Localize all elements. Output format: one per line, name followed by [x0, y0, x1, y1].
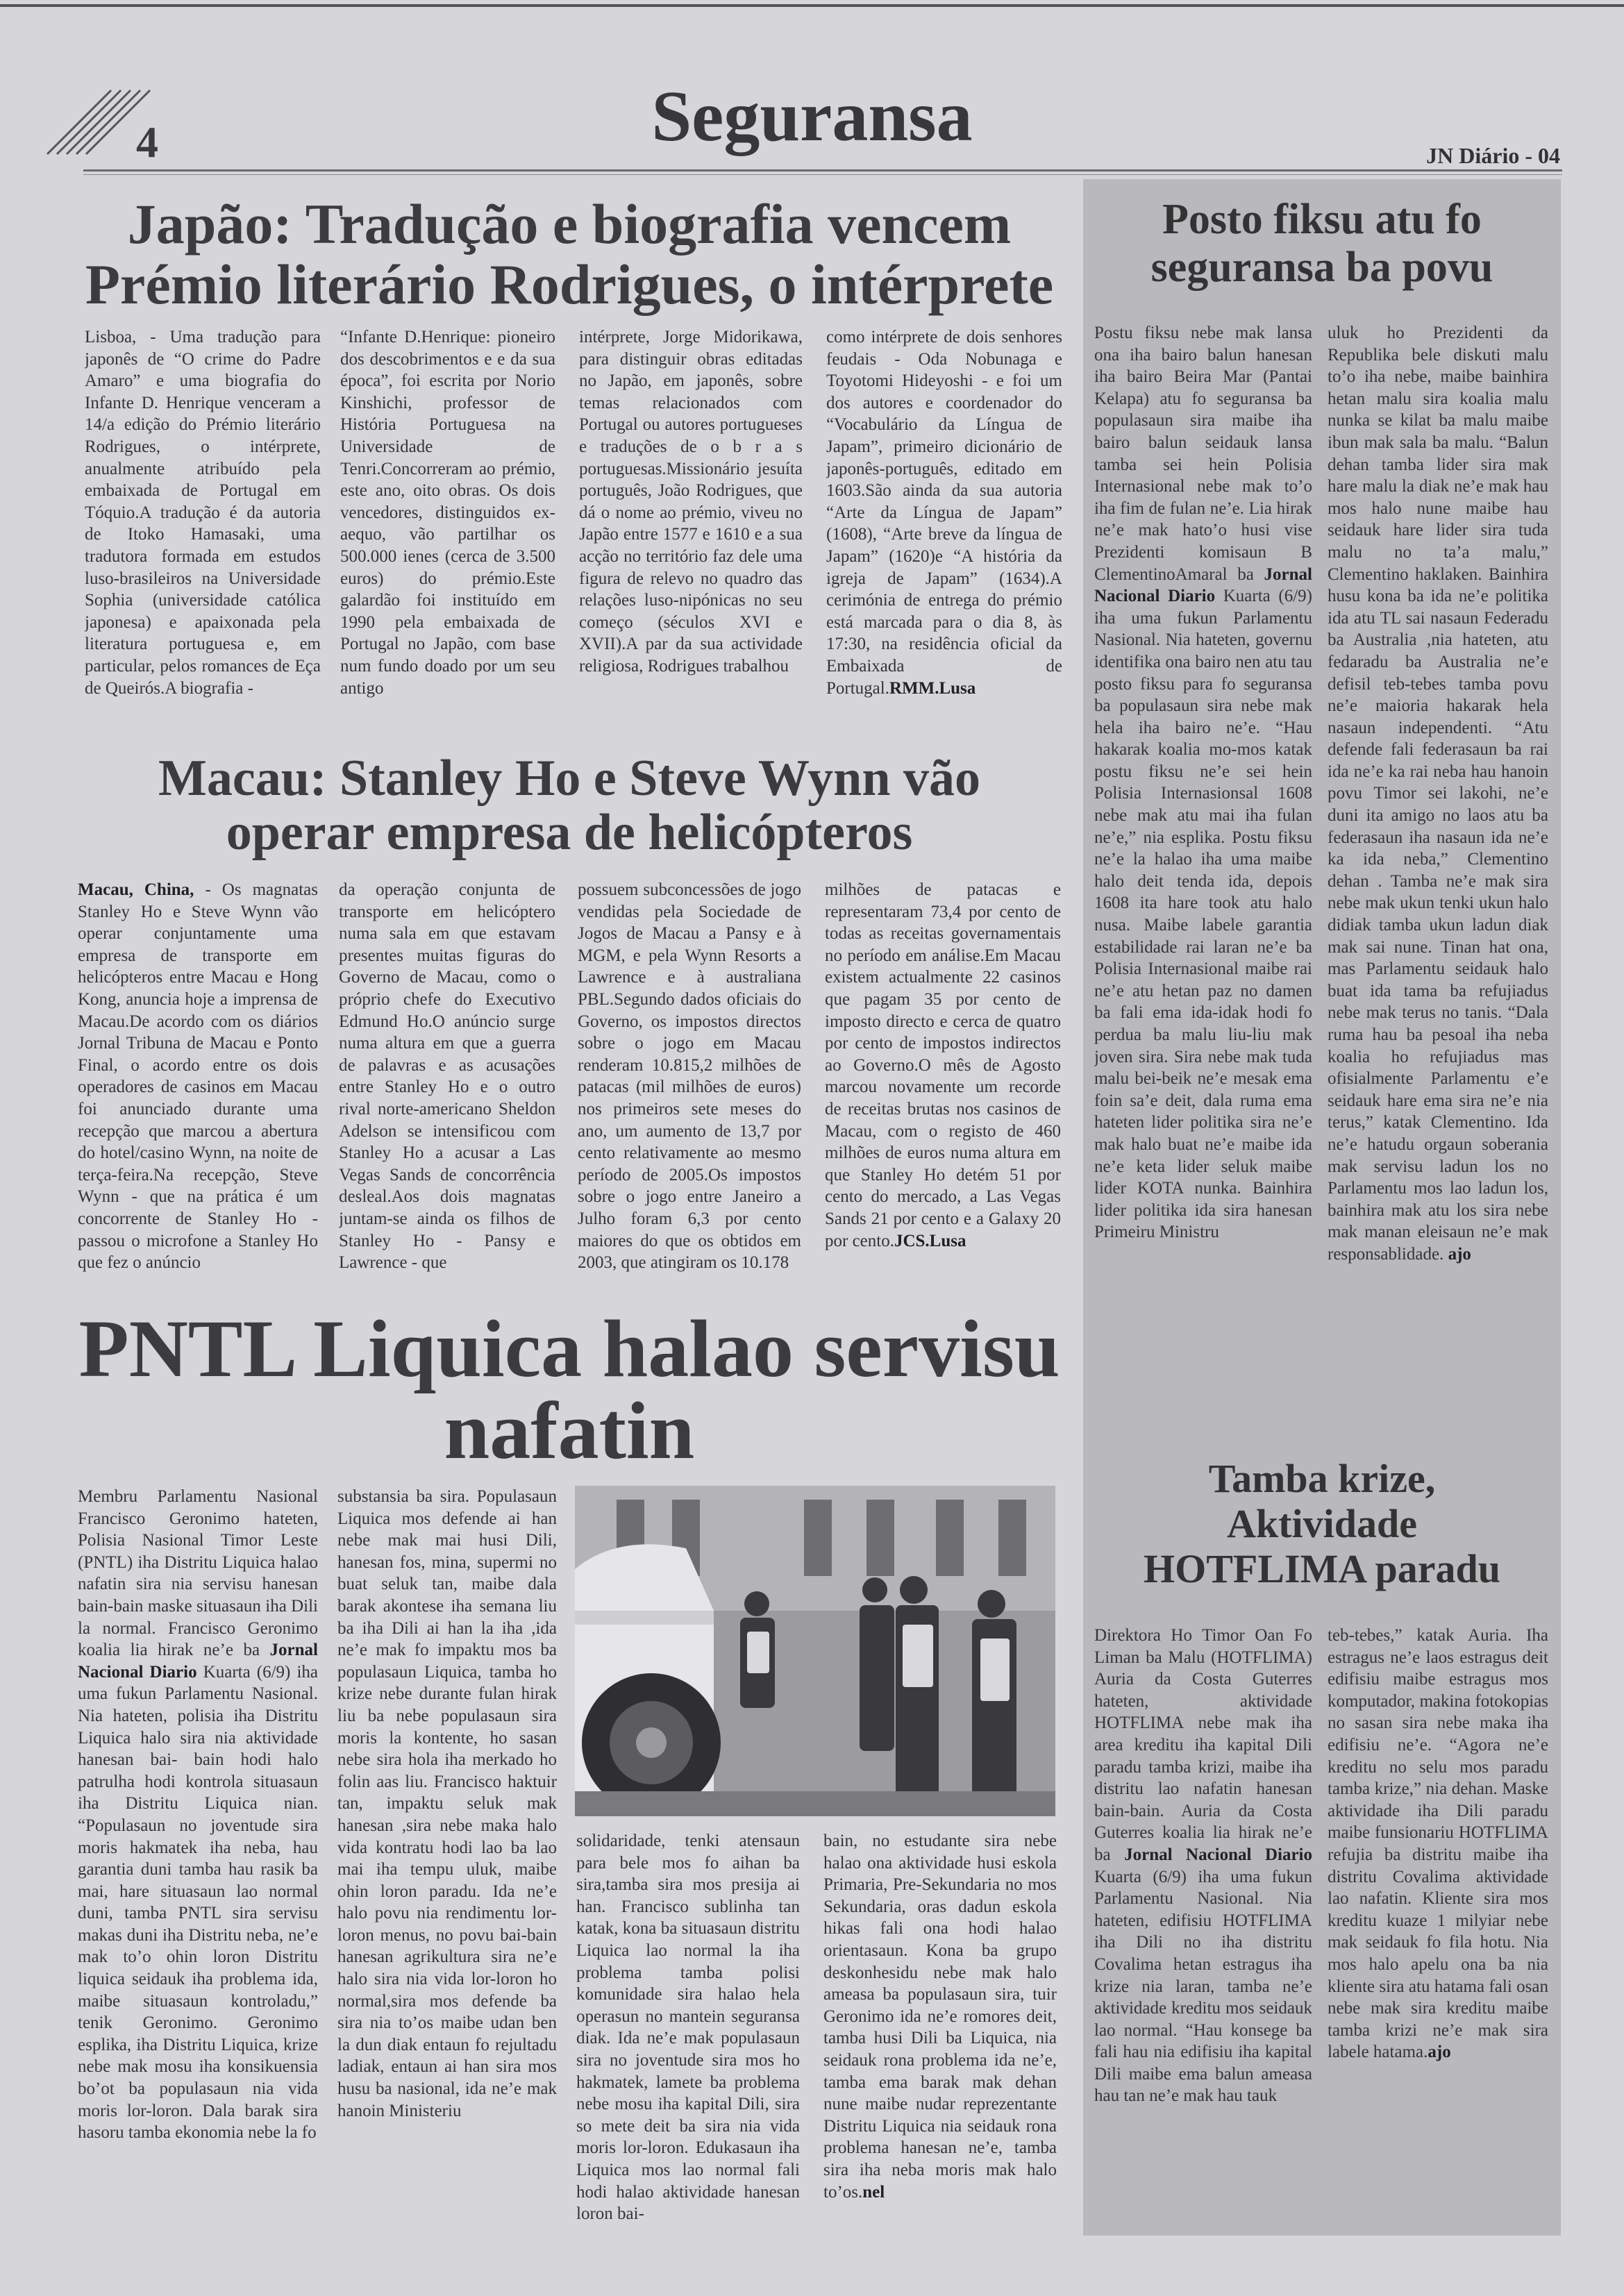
posto-col-2-text [1328, 322, 1548, 1266]
pntl-col-3-text: solidaridade, tenki atensaun para bele mos fo aihan ba sira,tamba sira mos presija ai han. Francisco sublinha tan katak, kona ba situasaun distritu Liquica lao normal la iha problema tamba polisi komunidade sira halao hela operasun no mantein seguransa diak. Ida ne’e mak populasaun sira no joventude sira mos ho hakmatek, lamete ba problema nebe mosu iha kapital Dili, sira so mete deit ba sira nia vida moris lor-loron. Edukasaun iha Liquica mos lao normal fali hodi halao aktividade hanesan loron bai- [576, 1832, 800, 2224]
pntl-col-3 [576, 1830, 800, 2249]
top-border [0, 4, 1624, 7]
japan-col-4-text [826, 326, 1062, 699]
hotflima-col-1-body-a: Direktora Ho Timor Oan Fo Liman ba Malu (HOTFLIMA) Auria da Costa Guterres hateten, aktividade HOTFLIMA nebe mak iha area kreditu iha kapital Dili paradu tamba krizi, maibe iha distritu lao nafatin hanesan bain-bain. Auria da Costa Guterres koalia lia hirak ne’e ba [1094, 1626, 1312, 1864]
page-number: 4 [136, 117, 158, 167]
posto-col-1 [1094, 322, 1312, 1436]
hotflima-headline [1083, 1457, 1561, 1592]
japan-col-2 [340, 326, 555, 747]
macau-col-3 [578, 879, 801, 1301]
police-vehicle-photo [575, 1486, 1055, 1816]
macau-col-4-body: milhões de patacas e representaram 73,4 por cento de todas as receitas governamentais no período em análise.Em Macau existem actualmente 22 casinos que pagam 35 por cento de imposto directo e cerca de quatro por cento de impostos indirectos ao Governo.O mês de Agosto marcou novamente um recorde de receitas brutas nos casinos de Macau, com o registo de 460 milhões de euros numa altura em que Stanley Ho detém 51 por cento do mercado, a Las Vegas Sands 21 por cento e a Galaxy 20 por cento. [825, 880, 1061, 1250]
japan-col-1 [85, 326, 321, 747]
pntl-signoff: nel [862, 2182, 885, 2202]
posto-signoff: ajo [1448, 1244, 1471, 1264]
macau-headline-line1: Macau: Stanley Ho e Steve Wynn vão [158, 750, 980, 807]
japan-col-2-text: “Infante D.Henrique: pioneiro dos descobrimentos e e da sua época”, foi escrita por Norio Kinshichi, professor de História Portuguesa na Universidade de Tenri.Concorreram ao prémio, este ano, oito obras. Os dois vencedores, distinguidos ex-aequo, vão partilhar os 500.000 ienes (cerca de 3.500 euros) do prémio.Este galardão foi instituído em 1990 pela embaixada de Portugal no Japão, com base num fundo doado por um seu antigo [340, 328, 555, 698]
pntl-col-2-text: substansia ba sira. Populasaun Liquica mos defende ai han nebe mak mai husi Dili, hanesan fos, mina, supermi no buat seluk tan, maibe dala barak akontese iha semana liu ba iha Dili ai han la iha ,ida ne’e mak fo impaktu mos ba populasaun Liquica, tamba ho krize nebe durante fulan hirak liu ba nebe populasaun sira moris la kontente, ho sasan nebe sira hola iha merkado ho folin aas liu. Francisco haktuir tan, impaktu seluk mak hanesan ,sira nebe maka halo vida kontratu hodi lao ba lao mai iha tempu uluk, maibe ohin loron paradu. Ida ne’e halo povu nia rendimentu lor-loron menus, no povu bai-bain hanesan agrikultura sira ne’e halo sira nia vida lor-loron ho normal,sira mos defende ba sira nia to’os maibe udan ben la dun diak entaun fo rejultadu ladiak, entaun ai han sira mos husu ba nasional, ida ne’e mak hanoin Ministeriu [337, 1487, 557, 2120]
hotflima-col-2 [1328, 1625, 1548, 2222]
macau-col-1-text [78, 879, 318, 1274]
japan-col-3 [579, 326, 803, 747]
issue-dateline: JN Diário - 04 [1426, 143, 1560, 168]
posto-newspaper-name: Jornal Nacional Diario [1094, 564, 1312, 606]
header-rule [83, 169, 1562, 171]
hotflima-signoff: ajo [1428, 2043, 1451, 2062]
macau-signoff: JCS.Lusa [894, 1231, 966, 1250]
japan-col-4 [826, 326, 1062, 747]
pntl-newspaper-name: Jornal Nacional Diario [78, 1641, 318, 1682]
macau-col-2-text: da operação conjunta de transporte em helicóptero numa sala em que estavam presentes muitas figuras do Governo de Macau, como o próprio chefe do Executivo Edmund Ho.O anúncio surge numa altura em que a guerra de palavras e as acusações entre Stanley Ho e o outro rival norte-americano Sheldon Adelson se intensificou com Stanley Ho a acusar a Las Vegas Sands de concorrência desleal.Aos dois magnatas juntam-se ainda os filhos de Stanley Ho - Pansy e Lawrence - que [339, 880, 555, 1273]
hotflima-newspaper-name: Jornal Nacional Diario [1124, 1845, 1312, 1864]
hotflima-headline-line1: Tamba krize, [1208, 1456, 1436, 1501]
hotflima-col-2-text [1328, 1625, 1548, 2063]
hotflima-headline-line2: Aktividade [1227, 1500, 1417, 1546]
posto-col-2 [1328, 322, 1548, 1436]
macau-col-1-body: - Os magnatas Stanley Ho e Steve Wynn vão operar conjuntamente uma empresa de transporte em helicópteros entre Macau e Hong Kong, anuncia hoje a imprensa de Macau.De acordo com os diários Jornal Tribuna de Macau e Ponto Final, o acordo entre os dois operadores de casinos em Macau foi anunciado durante uma recepção que marcou a abertura do hotel/casino Wynn, na noite de terça-feira.Na recepção, Steve Wynn - que na prática é um concorrente de Stanley Ho - passou o microfone a Stanley Ho que fez o anúncio [78, 880, 318, 1273]
posto-headline [1083, 196, 1561, 292]
japan-col-4-body: como intérprete de dois senhores feudais - Oda Nobunaga e Toyotomi Hideyoshi - e foi um dos autores e coordenador do “Vocabulário da Língua de Japam”, primeiro dicionário de japonês-português, editado em 1603.São ainda da sua autoria “Arte da Língua de Japam” (1608), “Arte breve da língua de Japam” (1620)e “A história da igreja de Japam” (1634).A cerimónia de entrega do prémio está marcada para o dia 8, às 17:30, na residência oficial da Embaixada de Portugal. [826, 328, 1062, 698]
macau-headline-line2: operar empresa de helicópteros [226, 804, 913, 862]
japan-headline-line1: Japão: Tradução e biografia vencem [127, 192, 1012, 255]
japan-headline [69, 194, 1069, 315]
macau-col-2 [339, 879, 555, 1301]
japan-col-3-text: intérprete, Jorge Midorikawa, para distinguir obras editadas no Japão, em japonês, sobre temas relacionados com Portugal ou autores portugueses e traduções de o b r a s portuguesas.Missionário jesuíta português, João Rodrigues, que dá o nome ao prémio, viveu no Japão entre 1577 e 1610 e a sua acção no território faz dele uma figura de relevo no quadro das relações luso-nipónicas no seu começo (séculos XVI e XVII).A par da sua actividade religiosa, Rodrigues trabalhou [579, 328, 803, 676]
pntl-col-1 [78, 1486, 318, 2249]
posto-headline-line1: Posto fiksu atu fo [1162, 196, 1482, 243]
pntl-col-1-body-b: Kuarta (6/9) iha uma fukun Parlamentu Nasional. Nia hateten, polisia iha Distritu Liquica halo sira nia aktividade hanesan bai- bain hodi halo patrulha hodi kontrola situasaun iha Distritu Liquica nian. “Populasaun no joventude sira moris hakmatek iha neba, hau garantia duni tamba hau rasik ba mai, hare situasaun lao normal duni, tamba PNTL sira servisu makas duni iha Distritu neba, ne’e mak to’o ohin loron Distritu liquica seidauk iha problema ida, maibe situasaun kontroladu,” tenik Geronimo. Geronimo esplika, iha Distritu Liquica, krize nebe mak mosu iha konsikuensia bo’ot ba populasaun nia vida moris lor-loron. Dala barak sira hasoru tamba ekonomia nebe la fo [78, 1662, 318, 2143]
pntl-col-4-body: bain, no estudante sira nebe halao ona aktividade husi eskola Primaria, Pre-Sekundaria no mos Sekundaria, oras dadun eskola hikas fali ona hodi halao orientasaun. Kona ba grupo deskonhesidu nebe mak halo ameasa ba populasaun sira, tuir Geronimo ida ne’e romores deit, tamba husi Dili ba Liquica, nia seidauk rona problema ida ne’e, tamba ema barak mak dehan nune maibe nudar reprezentante Distritu Liquica nia seidauk rona problema hanesan ne’e, tamba sira iha neba moris mak halo to’os. [823, 1832, 1057, 2202]
japan-col-1-text: Lisboa, - Uma tradução para japonês de “O crime do Padre Amaro” e uma biografia do Infante D. Henrique venceram a 14/a edição do Prémio literário Rodrigues, o intérprete, anualmente atribuído pela embaixada de Portugal em Tóquio.A tradução é da autoria de Itoko Hamasaki, uma tradutora formada em estudos luso-brasileiros na Universidade Sophia (universidade católica japonesa) e apaixonada pela literatura portuguesa e, em particular, pelos romances de Eça de Queirós.A biografia - [85, 328, 321, 698]
hotflima-col-2-body: teb-tebes,” katak Auria. Iha estragus ne’e laos estragus deit edifisiu maibe estragus mos komputador, makina fotokopias no sasan sira nebe maka iha edifisiu ne’e. “Agora ne’e kreditu no selu mos paradu tamba krize,” nia dehan. Maske aktividade iha Dili paradu maibe funsionariu HOTFLIMA refujia ba distritu maibe iha distritu Covalima aktividade lao nafatin. Kliente sira mos kreditu kuaze 1 milyiar nebe mak seidauk fo fila hotu. Nia mos halo apelu ona ba nia kliente sira atu hatama fali osan nebe mak sira kreditu maibe tamba krizi ne’e mak sira labele hatama. [1328, 1626, 1548, 2062]
posto-col-1-body-a: Postu fiksu nebe mak lansa ona iha bairo balun hanesan iha bairo Beira Mar (Pantai Kelapa) atu fo seguransa ba populasaun sira maibe iha bairo balun seidauk lansa tamba sei hein Polisia Internasional nebe mak to’o iha fim de fulan ne’e. Lia hirak ne’e mak hato’o husi vise Prezidenti komisaun B ClementinoAmaral ba [1094, 324, 1312, 584]
macau-col-3-text: possuem subconcessões de jogo vendidas pela Sociedade de Jogos de Macau a Pansy e à MGM, e pela Wynn Resorts a Lawrence e à australiana PBL.Segundo dados oficiais do Governo, os impostos directos sobre o jogo em Macau renderam 10.815,2 milhões de patacas (mil milhões de euros) nos primeiros sete meses do ano, um aumento de 13,7 por cento relativamente ao mesmo período de 2005.Os impostos sobre o jogo entre Janeiro a Julho foram 6,3 por cento maiores do que os obtidos em 2003, que atingiram os 10.178 [578, 880, 801, 1273]
pntl-headline-line2: nafatin [444, 1385, 695, 1476]
posto-col-1-body-b: Kuarta (6/9) iha uma fukun Parlamentu Nasional. Nia hateten, governu identifika ona bairo nen atu tau posto fiksu para fo seguransa ba populasaun sira nebe mak hela iha bairo ne’e. “Hau hakarak koalia mo-mos katak postu fiksu ne’e sei hein Polisia Internasionsal 1608 nebe mak atu mai iha fulan ne’e,” nia esplika. Postu fiksu ne’e la halao iha uma maibe halo deit tenda ida, depois 1608 ita hare took atu halo nusa. Maibe labele garantia estabilidade rai laran ne’e ba Polisia Internasional maibe rai ne’e atu hetan paz no damen ba fali ema ida-idak hodi fo perdua ba malu liu-liu mak joven sira. Sira nebe mak tuda malu bei-beik ne’e mesak ema foin sa’e deit, dala ruma ema hateten lider politika sira ne’e mak halo buat ne’e maibe ida ne’e keta lider seluk maibe lider KOTA nunka. Bainhira lider politika ida sira hanesan Primeiru Ministru [1094, 587, 1312, 1242]
hotflima-headline-line3: HOTFLIMA paradu [1143, 1545, 1501, 1591]
pntl-col-1-body-a: Membru Parlamentu Nasional Francisco Geronimo hateten, Polisia Nasional Timor Leste (PNTL) iha Distritu Liquica halao nafatin sira nia servisu hanesan bain-bain maske situasaun iha Dili la normal. Francisco Geronimo koalia lia hirak ne’e ba [78, 1487, 318, 1660]
pntl-col-4 [823, 1830, 1057, 2249]
macau-col-1 [78, 879, 318, 1301]
macau-dateline: Macau, China, [78, 880, 194, 899]
macau-headline [69, 751, 1069, 860]
hotflima-col-1 [1094, 1625, 1312, 2222]
posto-headline-line2: seguransa ba povu [1150, 244, 1493, 292]
posto-col-2-body: uluk ho Prezidenti da Republika bele diskuti malu to’o iha nebe, maibe bainhira hetan malu sira koalia malu nunka se kilat ba malu maibe ibun mak sala ba malu. “Balun dehan tamba lider sira mak hare malu la diak ne’e mak hau mos halo nune maibe hau seidauk hare lider sira tuda malu no ta’a malu,” Clementino haklaken. Bainhira husu kona ba ida ne’e politika ida atu TL sai nasaun Federadu ba Australia ,nia hateten, atu fedaradu ba Australia ne’e defisil teb-tebes tamba povu ne’e maioria hakarak hela nasaun independenti. “Atu defende fali federasaun ba rai ida ne’e ka rai neba hau hanoin povu Timor sei lakohi, ne’e duni ita amigo no laos atu ba federasaun iha nasaun ida ne’e ka ida neba,” Clementino dehan . Tamba ne’e mak sira nebe mak ukun tenki ukun halo didiak tamba ukun ladun diak mak sai nune. Tinan hat ona, mas Parlamentu seidauk halo buat ida tama ba refujiadus nebe mak terus no tanis. “Dala ruma hau ba pesoal iha neba koalia ho refujiadus mas ofisialmente Parlamentu e’e seidauk hare ema sira ne’e nia terus,” katak Clementino. Ida ne’e hatudu orgaun soberania mak servisu ladun los no Parlamentu mos lao ladun los, bainhira mak atu los sira nebe mak manan eleisaun ne’e mak responsablidade. [1328, 324, 1548, 1264]
japan-signoff: RMM.Lusa [889, 678, 976, 698]
hotflima-col-1-body-b: Kuarta (6/9) iha uma fukun Parlamentu Nasional. Nia hateten, edifisiu HOTFLIMA iha Dili no iha distritu Covalima hetan estragus iha krize nia laran, tamba ne’e aktividade kreditu mos seidauk lao normal. “Hau konsege ba fali hau nia edifisiu iha kapital Dili maibe ema balun ameasa hau tan ne’e mak hau tauk [1094, 1867, 1312, 2106]
section-title: Seguransa [651, 76, 973, 156]
hotflima-col-1-text [1094, 1625, 1312, 2107]
pntl-headline-line1: PNTL Liquica halao servisu [78, 1303, 1060, 1394]
pntl-headline [69, 1303, 1069, 1476]
macau-col-4 [825, 879, 1061, 1301]
japan-headline-line2: Prémio literário Rodrigues, o intérprete [85, 252, 1054, 316]
header-rule-thin [83, 174, 1562, 175]
pntl-col-1-text [78, 1486, 318, 2144]
macau-col-4-text [825, 879, 1061, 1252]
pntl-col-2 [337, 1486, 557, 2249]
pntl-col-4-text [823, 1830, 1057, 2203]
posto-col-1-text [1094, 322, 1312, 1243]
